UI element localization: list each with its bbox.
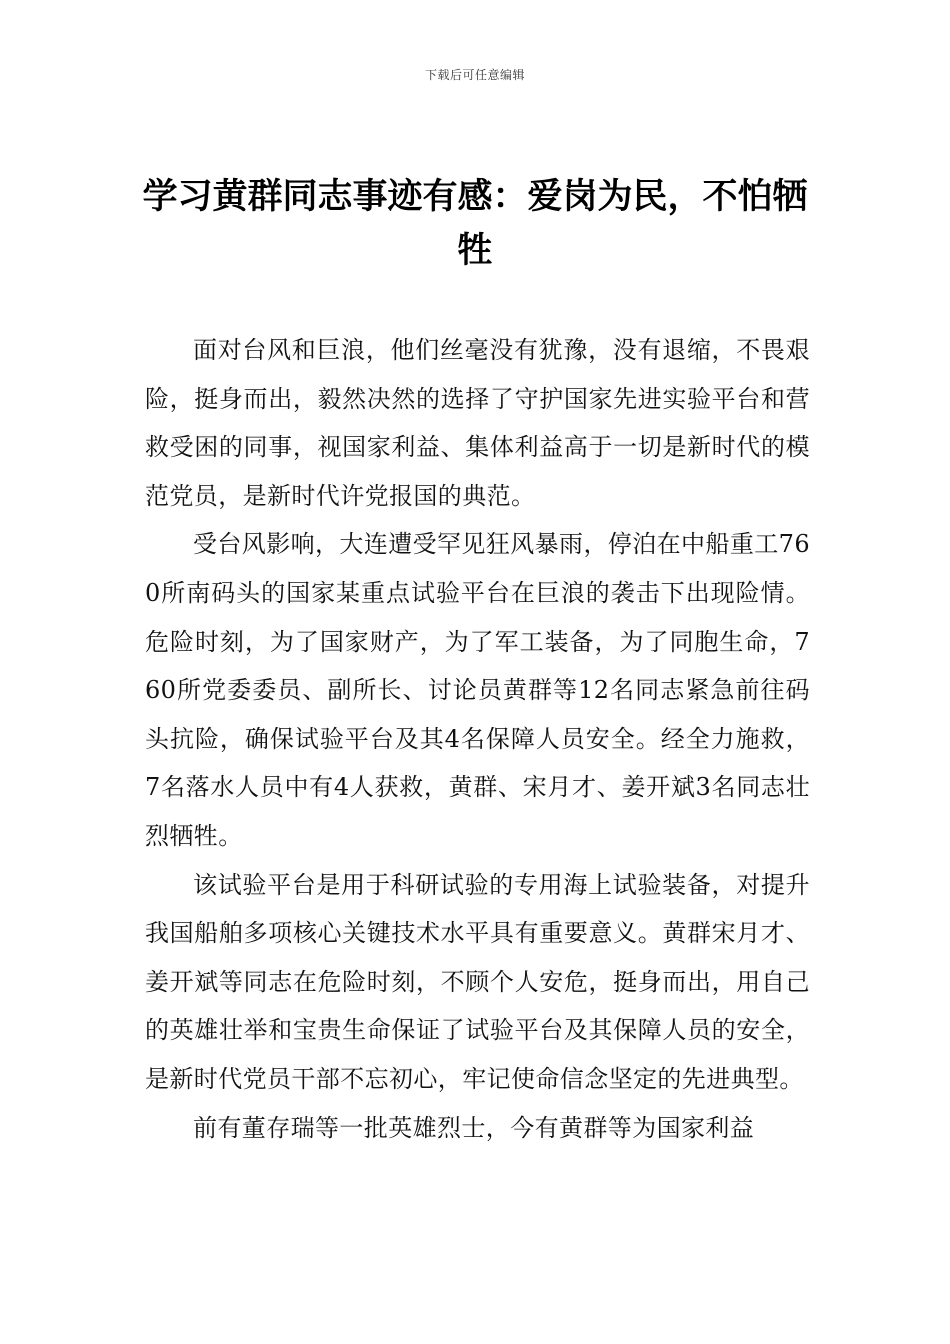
paragraph-4: 前有董存瑞等一批英雄烈士，今有黄群等为国家利益 <box>193 1113 755 1142</box>
header-note: 下载后可任意编辑 <box>424 68 525 82</box>
paragraph-1: 面对台风和巨浪，他们丝毫没有犹豫，没有退缩，不畏艰险，挺身而出，毅然决然的选择了守护国家先进实验平台和营救受困的同事，视国家利益、集体利益高于一切是新时代的模范党员，是新时代许党报国的典范。 <box>145 336 810 510</box>
paragraph-2: 受台风影响，大连遭受罕见狂风暴雨，停泊在中船重工760所南码头的国家某重点试验平台在巨浪的袭击下出现险情。危险时刻，为了国家财产，为了军工装备，为了同胞生命，760所党委委员、副所长、讨论员黄群等12名同志紧急前往码头抗险，确保试验平台及其4名保障人员安全。经全力施救，7名落水人员中有4人获救，黄群、宋月才、姜开斌3名同志壮烈牺牲。 <box>145 530 810 850</box>
document-title: 学习黄群同志事迹有感：爱岗为民，不怕牺牲 <box>142 177 808 271</box>
document-body <box>145 326 810 1152</box>
paragraph-3: 该试验平台是用于科研试验的专用海上试验装备，对提升我国船舶多项核心关键技术水平具有重要意义。黄群宋月才、姜开斌等同志在危险时刻，不顾个人安危，挺身而出，用自己的英雄壮举和宝贵生命保证了试验平台及其保障人员的安全，是新时代党员干部不忘初心，牢记使命信念坚定的先进典型。 <box>145 870 810 1093</box>
